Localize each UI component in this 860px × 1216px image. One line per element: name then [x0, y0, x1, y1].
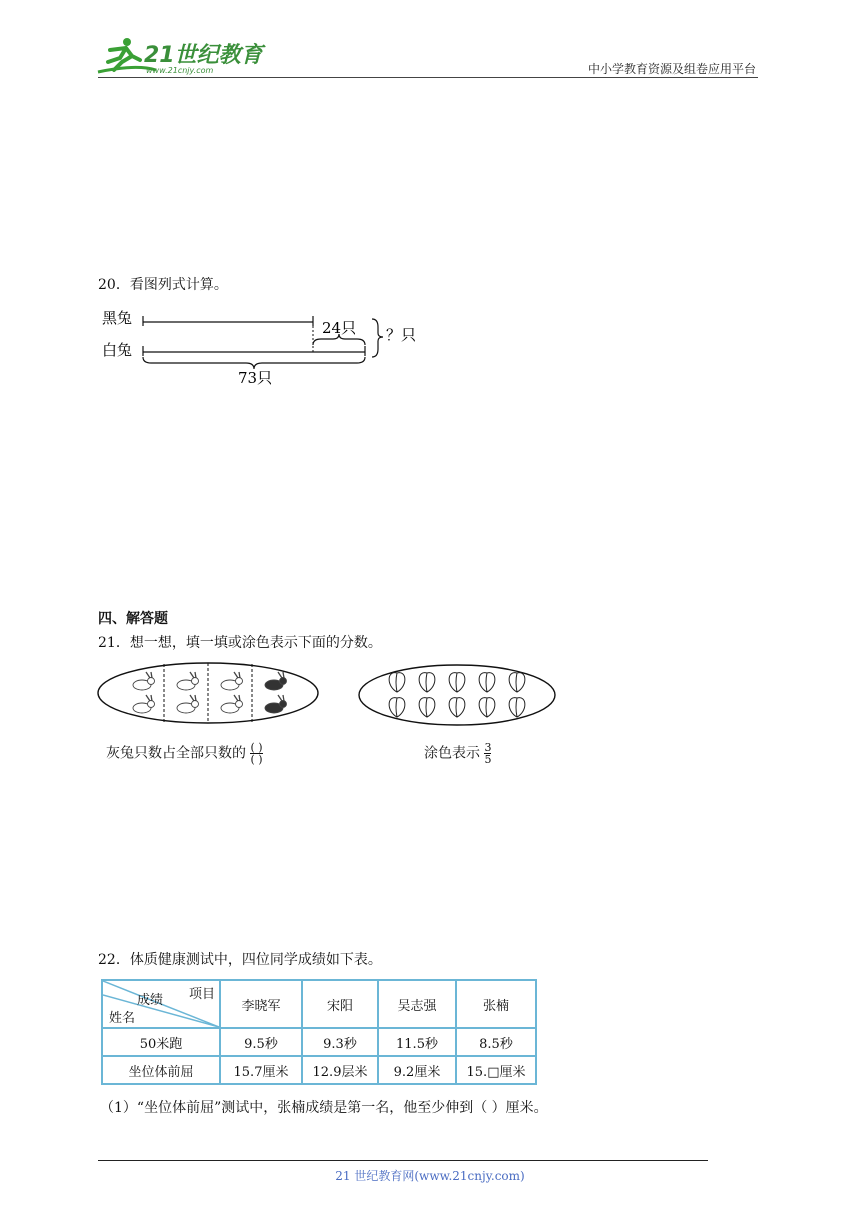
blank-numerator: ( ) — [250, 741, 263, 754]
footer-rule — [98, 1160, 708, 1161]
peach-icon[interactable] — [479, 698, 495, 717]
header-cell: 李晓军 — [220, 980, 302, 1028]
table-cell: 8.5秒 — [456, 1028, 536, 1056]
question-label: ？只 — [386, 326, 417, 344]
score-table — [101, 979, 537, 1085]
blank-fraction — [250, 742, 262, 765]
blank-denominator: ( ) — [250, 753, 263, 766]
corner-top: 项目 — [188, 987, 215, 1002]
left-caption: 灰兔只数占全部只数的 — [106, 745, 246, 762]
fraction-numerator: 3 — [484, 741, 492, 754]
q20-title: 20．看图列式计算。 — [98, 277, 228, 293]
table-cell: 9.2厘米 — [378, 1056, 456, 1084]
row-label: 坐位体前屈 — [102, 1056, 220, 1084]
corner-mid: 成绩 — [137, 993, 164, 1008]
table-cell: 11.5秒 — [378, 1028, 456, 1056]
total-label: 73只 — [238, 369, 273, 387]
three-fifths-fraction — [484, 742, 491, 765]
corner-header-cell — [102, 980, 220, 1028]
peach-icon[interactable] — [509, 673, 525, 692]
diff-label: 24只 — [322, 319, 357, 337]
q22-title: 22．体质健康测试中，四位同学成绩如下表。 — [98, 952, 382, 968]
header-cell: 张楠 — [456, 980, 536, 1028]
total-bottom-brace — [143, 357, 365, 369]
peaches-oval — [357, 662, 557, 732]
white-rabbit-icon — [221, 672, 243, 690]
site-logo — [96, 36, 266, 80]
rabbits-oval — [96, 660, 321, 730]
total-right-brace — [372, 319, 383, 357]
header-rule — [98, 77, 758, 78]
q22-sub1: （1）“坐位体前屈”测试中，张楠成绩是第一名，他至少伸到（ ）厘米。 — [100, 1100, 548, 1116]
peach-icon[interactable] — [509, 698, 525, 717]
header-cell: 宋阳 — [302, 980, 378, 1028]
q20-line-diagram — [98, 303, 428, 397]
corner-bottom: 姓名 — [109, 1011, 136, 1026]
header-tagline: 中小学教育资源及组卷应用平台 — [587, 62, 756, 76]
right-caption-row — [424, 742, 491, 765]
header-cell: 吴志强 — [378, 980, 456, 1028]
table-cell: 15.7厘米 — [220, 1056, 302, 1084]
peach-icon[interactable] — [449, 698, 465, 717]
table-cell: 9.5秒 — [220, 1028, 302, 1056]
fraction-denominator: 5 — [484, 753, 492, 766]
white-rabbit-icon — [177, 672, 199, 690]
peach-icon[interactable] — [449, 673, 465, 692]
q21-title: 21．想一想，填一填或涂色表示下面的分数。 — [98, 635, 382, 651]
peach-icon[interactable] — [389, 673, 405, 692]
label-black-rabbit: 黑兔 — [102, 309, 133, 327]
table-cell: 12.9层米 — [302, 1056, 378, 1084]
runner-logo-icon — [96, 36, 266, 76]
table-cell: 15.□厘米 — [456, 1056, 536, 1084]
gray-rabbit-icon — [265, 695, 287, 713]
white-rabbit-icon — [221, 695, 243, 713]
peach-icon[interactable] — [419, 698, 435, 717]
peach-icon[interactable] — [479, 673, 495, 692]
section-4-title: 四、解答题 — [98, 611, 168, 627]
white-rabbit-icon — [177, 695, 199, 713]
footer-text: 21 世纪教育网(www.21cnjy.com) — [335, 1169, 525, 1183]
right-caption: 涂色表示 — [424, 745, 480, 762]
left-caption-row — [106, 742, 263, 765]
label-white-rabbit: 白兔 — [102, 341, 133, 359]
row-label: 50米跑 — [102, 1028, 220, 1056]
white-rabbit-icon — [133, 672, 155, 690]
logo-url: www.21cnjy.com — [146, 66, 214, 75]
logo-text: 21世纪教育 — [144, 43, 263, 68]
white-rabbit-icon — [133, 695, 155, 713]
table-cell: 9.3秒 — [302, 1028, 378, 1056]
peach-icon[interactable] — [419, 673, 435, 692]
peach-icon[interactable] — [389, 698, 405, 717]
gray-rabbit-icon — [265, 672, 287, 690]
